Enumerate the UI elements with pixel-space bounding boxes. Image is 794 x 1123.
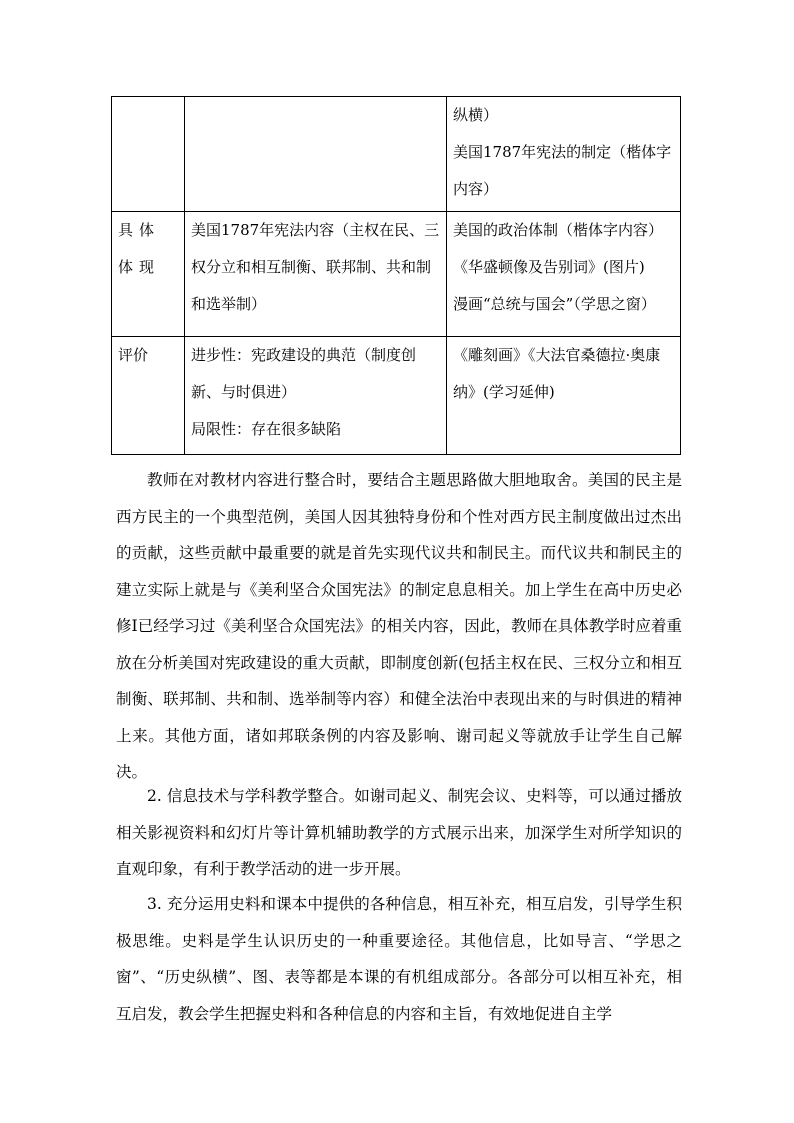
- materials-cell: [447, 212, 681, 337]
- body-paragraph: 3. 充分运用史料和课本中提供的各种信息，相互补充，相互启发，引导学生积极思维。史料是学生认识历史的一种重要途径。其他信息，比如导言、“学思之窗”、“历史纵横”、图、表等都是本课的有机组成部分。各部分可以相互补充，相互启发，教会学生把握史料和各种信息的内容和主旨，有效地促进自主学: [116, 895, 682, 1023]
- table-row: [112, 337, 681, 455]
- materials-cell: [447, 97, 681, 212]
- materials-line: 美国1787年宪法的制定（楷体字内容）: [453, 143, 672, 198]
- row-label: 评价: [118, 346, 149, 364]
- materials-line: 纵横）: [453, 106, 499, 124]
- row-label-cell: [112, 97, 185, 212]
- content-cell: [185, 337, 447, 455]
- body-paragraph: 教师在对教材内容进行整合时，要结合主题思路做大胆地取舍。美国的民主是西方民主的一个典型范例，美国人因其独特身份和个性对西方民主制度做出过杰出的贡献，这些贡献中最重要的就是首先实现代议共和制民主。而代议共和制民主的建立实际上就是与《美利坚合众国宪法》的制定息息相关。加上学生在高中历史必修Ⅰ已经学习过《美利坚合众国宪法》的相关内容，因此，教师在具体教学时应着重放在分析美国对宪政建设的重大贡献，即制度创新(包括主权在民、三权分立和相互制衡、联邦制、共和制、选举制等内容）和健全法治中表现出来的与时俱进的精神上来。其他方面，诸如邦联条例的内容及影响、谢司起义等就放手让学生自己解决。: [116, 471, 682, 781]
- content-cell: [185, 97, 447, 212]
- content-line: 局限性：存在很多缺陷: [191, 420, 342, 438]
- materials-line: 美国的政治体制（楷体字内容）: [453, 221, 664, 239]
- row-label: 具体体现: [118, 221, 161, 276]
- materials-line: 《雕刻画》《大法官桑德拉·奥康纳》(学习延伸): [453, 346, 661, 401]
- materials-line: 《华盛顿像及告别词》(图片): [453, 258, 645, 276]
- row-label-cell: [112, 212, 185, 337]
- content-cell: [185, 212, 447, 337]
- content-line: 进步性：宪政建设的典范（制度创新、与时俱进）: [191, 346, 417, 401]
- lesson-table: [111, 96, 681, 455]
- table-row: [112, 97, 681, 212]
- body-paragraph: 2. 信息技术与学科教学整合。如谢司起义、制宪会议、史料等，可以通过播放相关影视资料和幻灯片等计算机辅助教学的方式展示出来，加深学生对所学知识的直观印象，有利于教学活动的进一步开展。: [116, 787, 682, 878]
- table-row: [112, 212, 681, 337]
- materials-cell: [447, 337, 681, 455]
- content-line: 美国1787年宪法内容（主权在民、三权分立和相互制衡、联邦制、共和制和选举制）: [191, 221, 440, 313]
- materials-line: 漫画“总统与国会”（学思之窗）: [453, 295, 656, 313]
- row-label-cell: [112, 337, 185, 455]
